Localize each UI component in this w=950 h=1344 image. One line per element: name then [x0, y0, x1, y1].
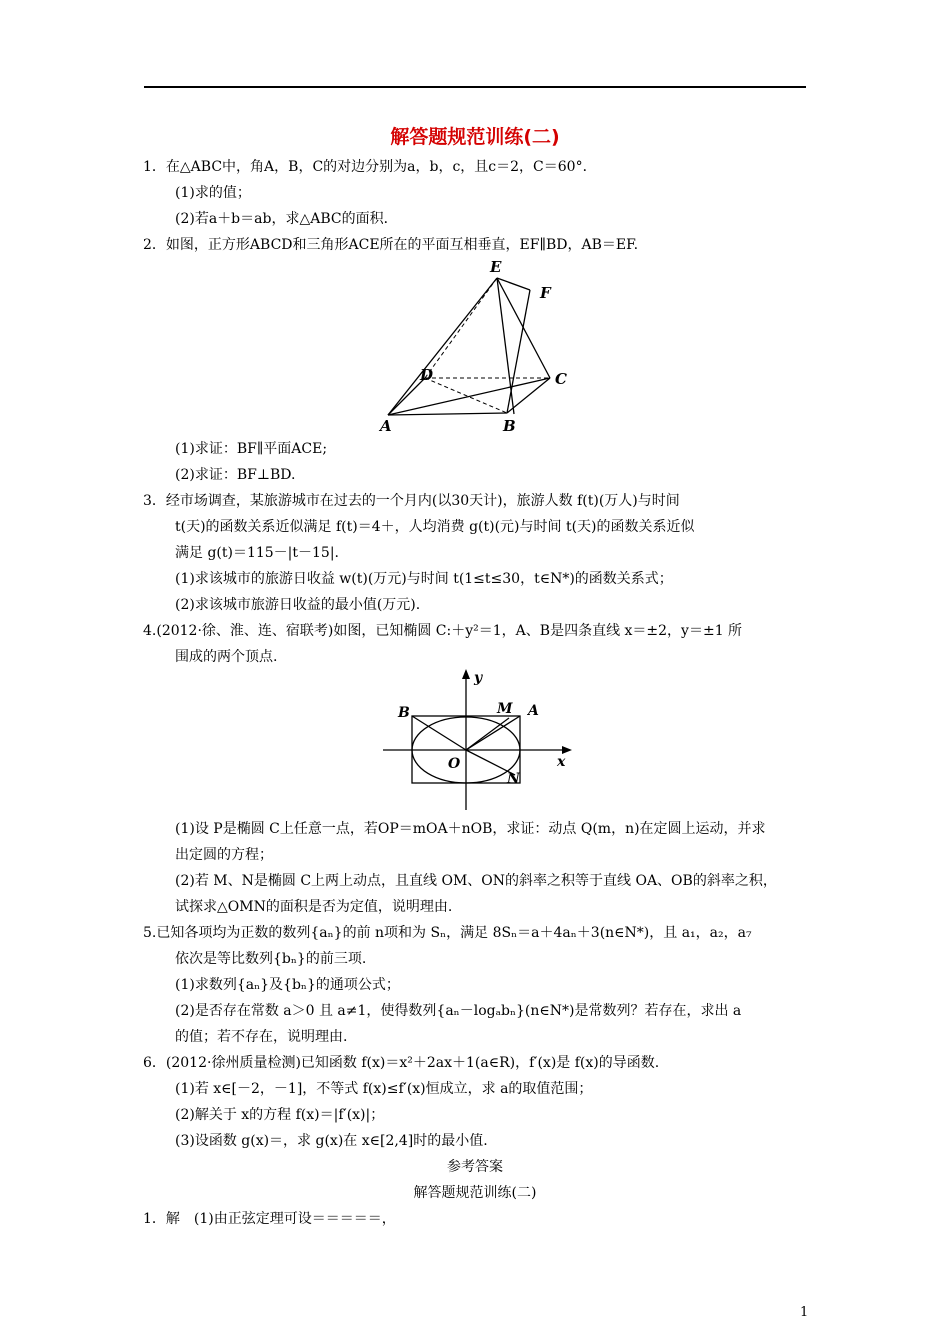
label-B: B	[398, 705, 410, 721]
problem-6-part-2: (2)解关于 x的方程 f(x)＝|f′(x)|；	[175, 1107, 385, 1123]
label-E: E	[490, 258, 502, 276]
problem-1-part-2: (2)若a＋b＝ab，求△ABC的面积．	[175, 211, 398, 227]
problem-4-part-2: (2)若 M、N是椭圆 C上两上动点，且直线 OM、ON的斜率之积等于直线 OA、OB的斜率之积，	[175, 873, 777, 889]
label-A: A	[528, 703, 539, 719]
problem-1: 1．在△ABC中，角A，B，C的对边分别为a，b，c，且c＝2，C＝60°．	[143, 159, 597, 175]
label-F: F	[540, 284, 551, 302]
problem-4: 4.(2012·徐、淮、连、宿联考)如图，已知椭圆 C:＋y²＝1，A、B是四条直线 x＝±2，y＝±1 所	[143, 623, 743, 639]
figure-pyramid	[370, 255, 580, 435]
problem-6-part-1: (1)若 x∈[－2，－1]，不等式 f(x)≤f′(x)恒成立，求 a的取值范围；	[175, 1081, 593, 1097]
answer-1: 1．解 (1)由正弦定理可设＝＝＝＝＝，	[143, 1211, 396, 1227]
problem-4-part-1: (1)设 P是椭圆 C上任意一点，若OP＝mOA＋nOB，求证：动点 Q(m，n)在定圆上运动，并求	[175, 821, 766, 837]
problem-5: 5.已知各项均为正数的数列{aₙ}的前 n项和为 Sₙ，满足 8Sₙ＝a＋4aₙ＋3(n∈N*)，且 a₁，a₂，a₇	[143, 925, 752, 941]
answers-subheading: 解答题规范训练(二)	[413, 1185, 537, 1201]
label-B: B	[503, 417, 516, 435]
problem-5-part-2: (2)是否存在常数 a＞0 且 a≠1，使得数列{aₙ－logₐbₙ}(n∈N*)是常数列？若存在，求出 a	[175, 1003, 742, 1019]
problem-3-cont-1: t(天)的函数关系近似满足 f(t)＝4＋，人均消费 g(t)(元)与时间 t(天)的函数关系近似	[175, 519, 695, 535]
problem-6-part-3: (3)设函数 g(x)＝，求 g(x)在 x∈[2,4]时的最小值.	[175, 1133, 488, 1149]
problem-2: 2．如图，正方形ABCD和三角形ACE所在的平面互相垂直，EF∥BD，AB＝EF.	[143, 237, 639, 253]
x-arrow-icon	[562, 746, 572, 754]
problem-5-cont: 依次是等比数列{bₙ}的前三项.	[175, 951, 367, 967]
problem-1-part-1: (1)求的值；	[175, 185, 251, 201]
problem-5-part-1: (1)求数列{aₙ}及{bₙ}的通项公式；	[175, 977, 400, 993]
figure-ellipse	[375, 665, 575, 815]
problem-4-part-2-cont: 试探求△OMN的面积是否为定值，说明理由.	[175, 899, 453, 915]
page-title: 解答题规范训练(二)	[390, 126, 560, 148]
label-O: O	[448, 756, 461, 772]
problem-2-part-2: (2)求证：BF⊥BD.	[175, 467, 296, 483]
page-number: 1	[800, 1305, 809, 1320]
label-D: D	[420, 366, 434, 384]
y-arrow-icon	[462, 669, 470, 679]
label-y: y	[474, 670, 483, 686]
problem-3-cont-2: 满足 g(t)＝115－|t－15|.	[175, 545, 340, 561]
label-x: x	[557, 754, 566, 770]
problem-3-part-1: (1)求该城市的旅游日收益 w(t)(万元)与时间 t(1≤t≤30，t∈N*)的函数关系式；	[175, 571, 673, 587]
problem-6: 6．(2012·徐州质量检测)已知函数 f(x)＝x²＋2ax＋1(a∈R)，f′(x)是 f(x)的导函数.	[143, 1055, 660, 1071]
label-C: C	[555, 370, 567, 388]
problem-5-part-2-cont: 的值；若不存在，说明理由.	[175, 1029, 348, 1045]
problem-3: 3．经市场调查，某旅游城市在过去的一个月内(以30天计)，旅游人数 f(t)(万人)与时间	[143, 493, 680, 509]
problem-4-cont: 围成的两个顶点.	[175, 649, 278, 665]
problem-2-part-1: (1)求证：BF∥平面ACE;	[175, 441, 328, 457]
header-rule	[144, 86, 806, 88]
label-A: A	[380, 417, 392, 435]
label-M: M	[497, 701, 513, 717]
answers-heading: 参考答案	[447, 1159, 503, 1175]
problem-3-part-2: (2)求该城市旅游日收益的最小值(万元).	[175, 597, 421, 613]
problem-4-part-1-cont: 出定圆的方程；	[175, 847, 273, 863]
label-N: N	[507, 771, 520, 787]
